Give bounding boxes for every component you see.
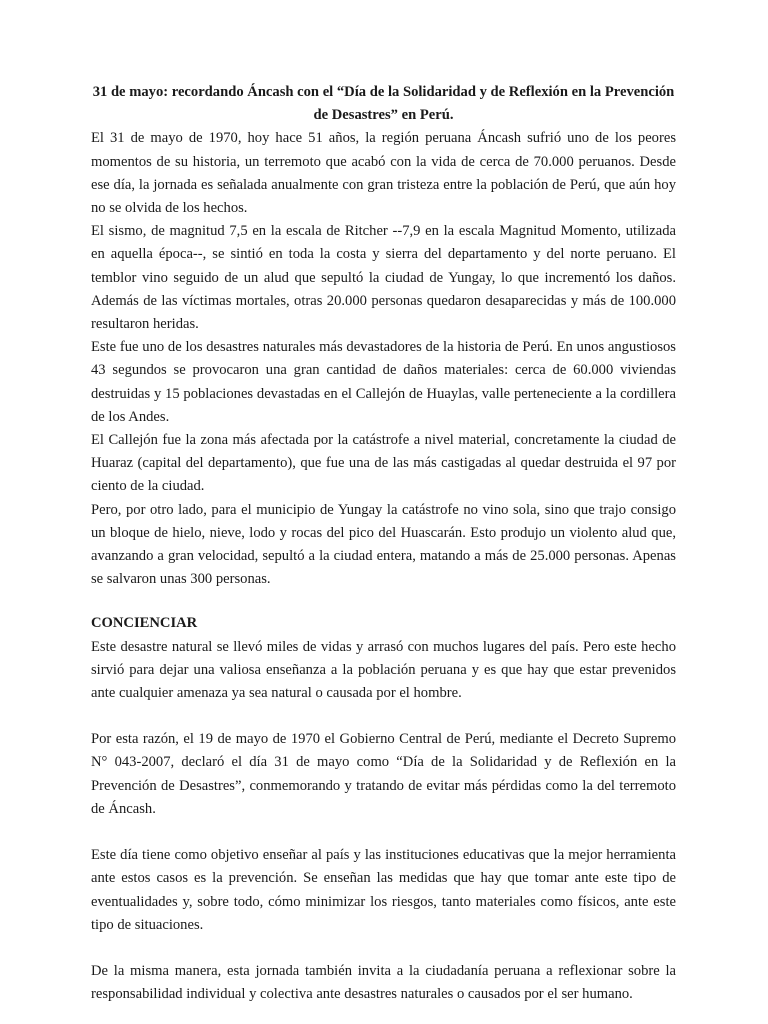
paragraph-section-4: De la misma manera, esta jornada también invita a la ciudadanía peruana a reflexionar sobre la responsabilidad individual y colectiva ante desastres naturales o causados por el ser humano. — [91, 962, 676, 1003]
paragraph-section-3: Este día tiene como objetivo enseñar al país y las instituciones educativas que la mejor herramienta ante estos casos es la prevención. Se enseñan las medidas que hay que tomar ante este tipo de eventualidades y, sobre todo, cómo minimizar los riesgos, tanto materiales como físicos, ante este tipo de situaciones. — [91, 847, 676, 933]
paragraph-intro-5: Pero, por otro lado, para el municipio de Yungay la catástrofe no vino sola, sino que trajo consigo un bloque de hielo, nieve, lodo y rocas del pico del Huascarán. Esto produjo un violento alud que, avanzando a gran velocidad, sepultó a la ciudad entera, matando a más de 25.000 personas. Apenas se salvaron unas 300 personas. — [91, 501, 676, 588]
paragraph-intro-1: El 31 de mayo de 1970, hoy hace 51 años, la región peruana Áncash sufrió uno de los peores momentos de su historia, un terremoto que acabó con la vida de cerca de 70.000 peruanos. Desde ese día, la jornada es señalada anualmente con gran tristeza entre la población de Perú, que aún hoy no se olvida de los hechos. — [91, 130, 676, 217]
document-title: 31 de mayo: recordando Áncash con el “Día de la Solidaridad y de Reflexión en la Prevención de Desastres” en Perú. — [92, 84, 675, 124]
paragraph-intro-3: Este fue uno de los desastres naturales más devastadores de la historia de Perú. En unos angustiosos 43 segundos se provocaron una gran cantidad de daños materiales: cerca de 60.000 viviendas destruidas y 15 poblaciones devastadas en el Callejón de Huaylas, valle perteneciente a la cordillera de los Andes. — [91, 339, 676, 425]
paragraph-section-1: Este desastre natural se llevó miles de vidas y arrasó con muchos lugares del país. Pero este hecho sirvió para dejar una valiosa enseñanza a la población peruana y es que hay que estar prevenidos ante cualquier amenaza ya sea natural o causada por el hombre. — [91, 638, 676, 702]
paragraph-intro-2: El sismo, de magnitud 7,5 en la escala de Ritcher --7,9 en la escala Magnitud Momento, utilizada en aquella época--, se sintió en toda la costa y sierra del departamento y del norte peruano. El temblor vino seguido de un alud que sepultó la ciudad de Yungay, lo que incrementó los daños. Además de las víctimas mortales, otras 20.000 personas quedaron desaparecidas y más de 100.000 resultaron heridas. — [91, 223, 676, 333]
paragraph-intro-4: El Callejón fue la zona más afectada por la catástrofe a nivel material, concretamente la ciudad de Huaraz (capital del departamento), que fue una de las más castigadas al quedar destruida el 97 por ciento de la ciudad. — [91, 432, 676, 495]
paragraph-section-2: Por esta razón, el 19 de mayo de 1970 el Gobierno Central de Perú, mediante el Decreto Supremo N° 043-2007, declaró el día 31 de mayo como “Día de la Solidaridad y de Reflexión en la Prevención de Desastres”, conmemorando y tratando de evitar más pérdidas como la del terremoto de Áncash. — [91, 731, 676, 817]
section-heading: CONCIENCIAR — [91, 615, 198, 632]
